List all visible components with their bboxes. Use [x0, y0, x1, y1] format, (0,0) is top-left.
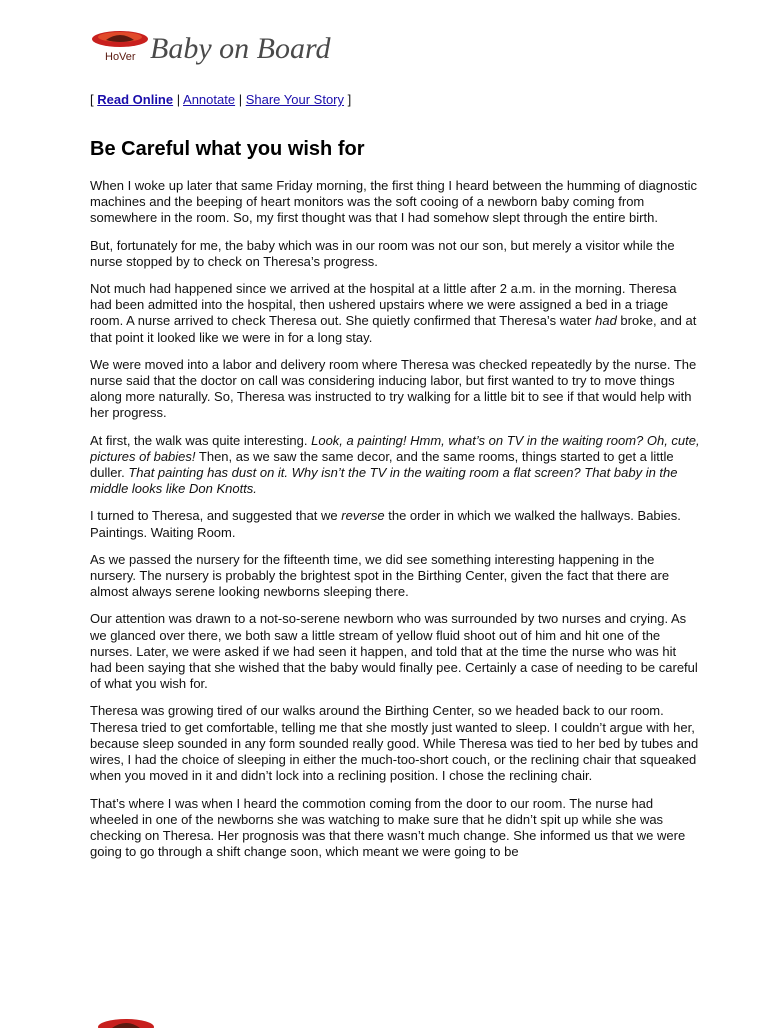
- paragraph-text: At first, the walk was quite interesting.: [90, 432, 312, 448]
- article-paragraph: [90, 611, 700, 692]
- article-paragraph: [90, 552, 700, 601]
- nav-separator: |: [238, 92, 243, 107]
- nav-close-bracket: ]: [347, 92, 352, 107]
- article-paragraph: [90, 281, 700, 346]
- share-your-story-link[interactable]: Share Your Story: [245, 92, 345, 107]
- article-paragraph: [90, 357, 700, 422]
- paragraph-text: Theresa was growing tired of our walks around the Birthing Center, so we headed back to our room. Theresa tried to get comfortable, telling me that she mostly just wanted to sleep. I couldn’t argue with her, because sleep sounded in any form sounded really good. While Theresa was tied to her bed by tubes and wires, I had the choice of sleeping in either the much-too-short couch, or the reclining chair that squeaked when you moved in it and didn’t lock into a reclining position. I chose the reclining chair.: [90, 703, 699, 784]
- nav-links: [90, 92, 351, 107]
- article-paragraph: [90, 178, 700, 227]
- article-paragraph: [90, 796, 700, 861]
- nav-open-bracket: [: [90, 92, 94, 107]
- paragraph-text: the order in which we walked the hallways. Babies. Paintings. Waiting Room.: [90, 508, 681, 540]
- article-title: Be Careful what you wish for: [90, 138, 365, 160]
- paragraph-text: We were moved into a labor and delivery room where Theresa was checked repeatedly by the nurse. The nurse said that the doctor on call was considering inducing labor, but first wanted to try to move things along more naturally. So, Theresa was instructed to try walking for a little bit to see if that would help with her progress.: [90, 356, 697, 421]
- logo-text: HoVer: [105, 51, 136, 63]
- footer-logo-icon: [96, 1014, 154, 1028]
- paragraph-text: But, fortunately for me, the baby which was in our room was not our son, but merely a visitor while the nurse stopped by to check on Theresa’s progress.: [90, 237, 675, 269]
- paragraph-text: Then, as we saw the same decor, and the same rooms, things started to get a little duller.: [90, 448, 674, 481]
- article-paragraph: [90, 238, 700, 270]
- nav-separator: |: [176, 92, 181, 107]
- paragraph-text: I turned to Theresa, and suggested that we: [90, 508, 342, 524]
- paragraph-text: That’s where I was when I heard the commotion coming from the door to our room. The nurse had wheeled in one of the newborns she was watching to make sure that he didn’t spit up while she was checking on Theresa. Her prognosis was that there wasn’t much change. She informed us that we were going to go through a shift change soon, which meant we were going to be: [90, 795, 686, 860]
- site-title: Baby on Board: [150, 32, 331, 65]
- paragraph-text: Our attention was drawn to a not-so-serene newborn who was surrounded by two nurses and crying. As we glanced over there, we both saw a little stream of yellow fluid shoot out of him and hit one of the nurses. Later, we were asked if we had seen it happen, and told that at the time the nurse who was hit had been saying that she wished that the baby would finally pee. Certainly a case of needing to be careful of what you wish for.: [90, 611, 698, 692]
- article-paragraph: [90, 433, 700, 498]
- italic-text: reverse: [341, 508, 385, 524]
- article-paragraph: [90, 703, 700, 784]
- article-paragraph: [90, 508, 700, 540]
- italic-text: had: [595, 313, 617, 329]
- paragraph-text: broke, and at that point it looked like we were in for a long stay.: [90, 313, 697, 345]
- read-online-link[interactable]: Read Online: [97, 92, 174, 107]
- italic-text: Look, a painting! Hmm, what’s on TV in the waiting room? Oh, cute, pictures of babies!: [90, 432, 700, 464]
- paragraph-text: When I woke up later that same Friday morning, the first thing I heard between the humming of diagnostic machines and the beeping of heart monitors was the soft cooing of a newborn baby coming from somewhere in the room. So, my first thought was that I had somehow slept through the entire birth.: [90, 178, 697, 226]
- site-header: [90, 26, 690, 76]
- italic-text: That painting has dust on it. Why isn’t the TV in the waiting room a flat screen? That baby in the middle looks like Don Knotts.: [90, 465, 678, 497]
- paragraph-text: As we passed the nursery for the fifteenth time, we did see something interesting happening in the nursery. The nursery is probably the brightest spot in the Birthing Center, given the fact that there are almost always serene looking newborns sleeping there.: [90, 551, 670, 600]
- hover-logo-icon[interactable]: [90, 26, 148, 66]
- annotate-link[interactable]: Annotate: [183, 92, 236, 107]
- article-body: [90, 178, 700, 894]
- paragraph-text: Not much had happened since we arrived at the hospital at a little after 2 a.m. in the morning. Theresa had been admitted into the hospital, then ushered upstairs where we were assigned a bed in a triage room. A nurse arrived to check Theresa out. She quietly confirmed that Theresa’s water: [90, 281, 677, 329]
